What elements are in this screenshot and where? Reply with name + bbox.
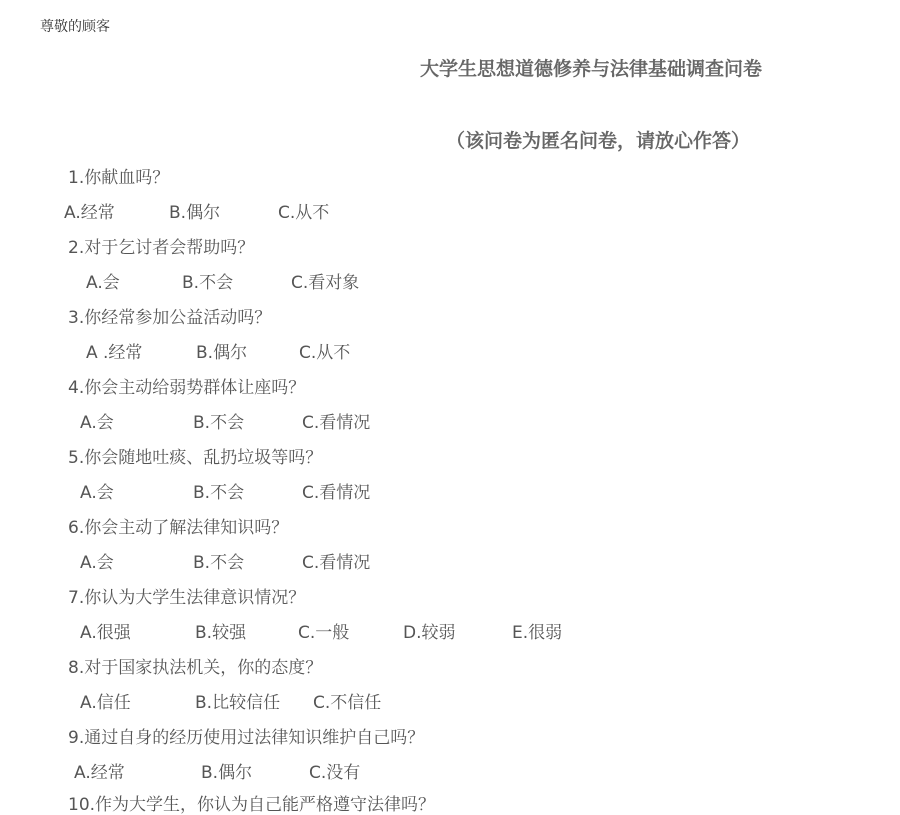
option-d[interactable]: D.较弱: [403, 623, 456, 643]
question-5: 5.你会随地吐痰、乱扔垃圾等吗？: [68, 448, 323, 468]
option-a[interactable]: A.会: [80, 483, 114, 503]
option-c[interactable]: C.看情况: [302, 413, 371, 433]
option-b[interactable]: B.不会: [182, 273, 234, 293]
greeting: 尊敬的顾客: [40, 19, 110, 35]
option-b[interactable]: B.偶尔: [169, 203, 221, 223]
survey-subtitle: （该问卷为匿名问卷，请放心作答）: [446, 130, 751, 152]
option-c[interactable]: C.从不: [278, 203, 330, 223]
option-c[interactable]: C.从不: [299, 343, 351, 363]
option-c[interactable]: C.没有: [309, 763, 361, 783]
option-a[interactable]: A.经常: [64, 203, 115, 223]
option-a[interactable]: A.会: [80, 413, 114, 433]
option-c[interactable]: C.看情况: [302, 483, 371, 503]
question-6: 6.你会主动了解法律知识吗？: [68, 518, 289, 538]
question-1: 1.你献血吗？: [68, 168, 170, 188]
question-4: 4.你会主动给弱势群体让座吗？: [68, 378, 306, 398]
option-a[interactable]: A.信任: [80, 693, 131, 713]
question-2: 2.对于乞讨者会帮助吗？: [68, 238, 255, 258]
option-c[interactable]: C.不信任: [313, 693, 382, 713]
survey-title: 大学生思想道德修养与法律基础调查问卷: [420, 58, 763, 80]
option-b[interactable]: B.不会: [193, 553, 245, 573]
question-10: 10.作为大学生，你认为自己能严格遵守法律吗？: [68, 795, 436, 815]
question-7: 7.你认为大学生法律意识情况？: [68, 588, 306, 608]
option-b[interactable]: B.偶尔: [196, 343, 248, 363]
option-b[interactable]: B.较强: [195, 623, 247, 643]
option-b[interactable]: B.偶尔: [201, 763, 253, 783]
question-9: 9.通过自身的经历使用过法律知识维护自己吗？: [68, 728, 425, 748]
option-e[interactable]: E.很弱: [512, 623, 563, 643]
option-a[interactable]: A.会: [86, 273, 120, 293]
option-c[interactable]: C.一般: [298, 623, 350, 643]
option-b[interactable]: B.不会: [193, 483, 245, 503]
question-8: 8.对于国家执法机关，你的态度？: [68, 658, 323, 678]
option-c[interactable]: C.看情况: [302, 553, 371, 573]
option-a[interactable]: A .经常: [86, 343, 143, 363]
option-b[interactable]: B.不会: [193, 413, 245, 433]
option-c[interactable]: C.看对象: [291, 273, 360, 293]
option-b[interactable]: B.比较信任: [195, 693, 281, 713]
option-a[interactable]: A.很强: [80, 623, 131, 643]
question-3: 3.你经常参加公益活动吗？: [68, 308, 272, 328]
option-a[interactable]: A.经常: [74, 763, 125, 783]
option-a[interactable]: A.会: [80, 553, 114, 573]
